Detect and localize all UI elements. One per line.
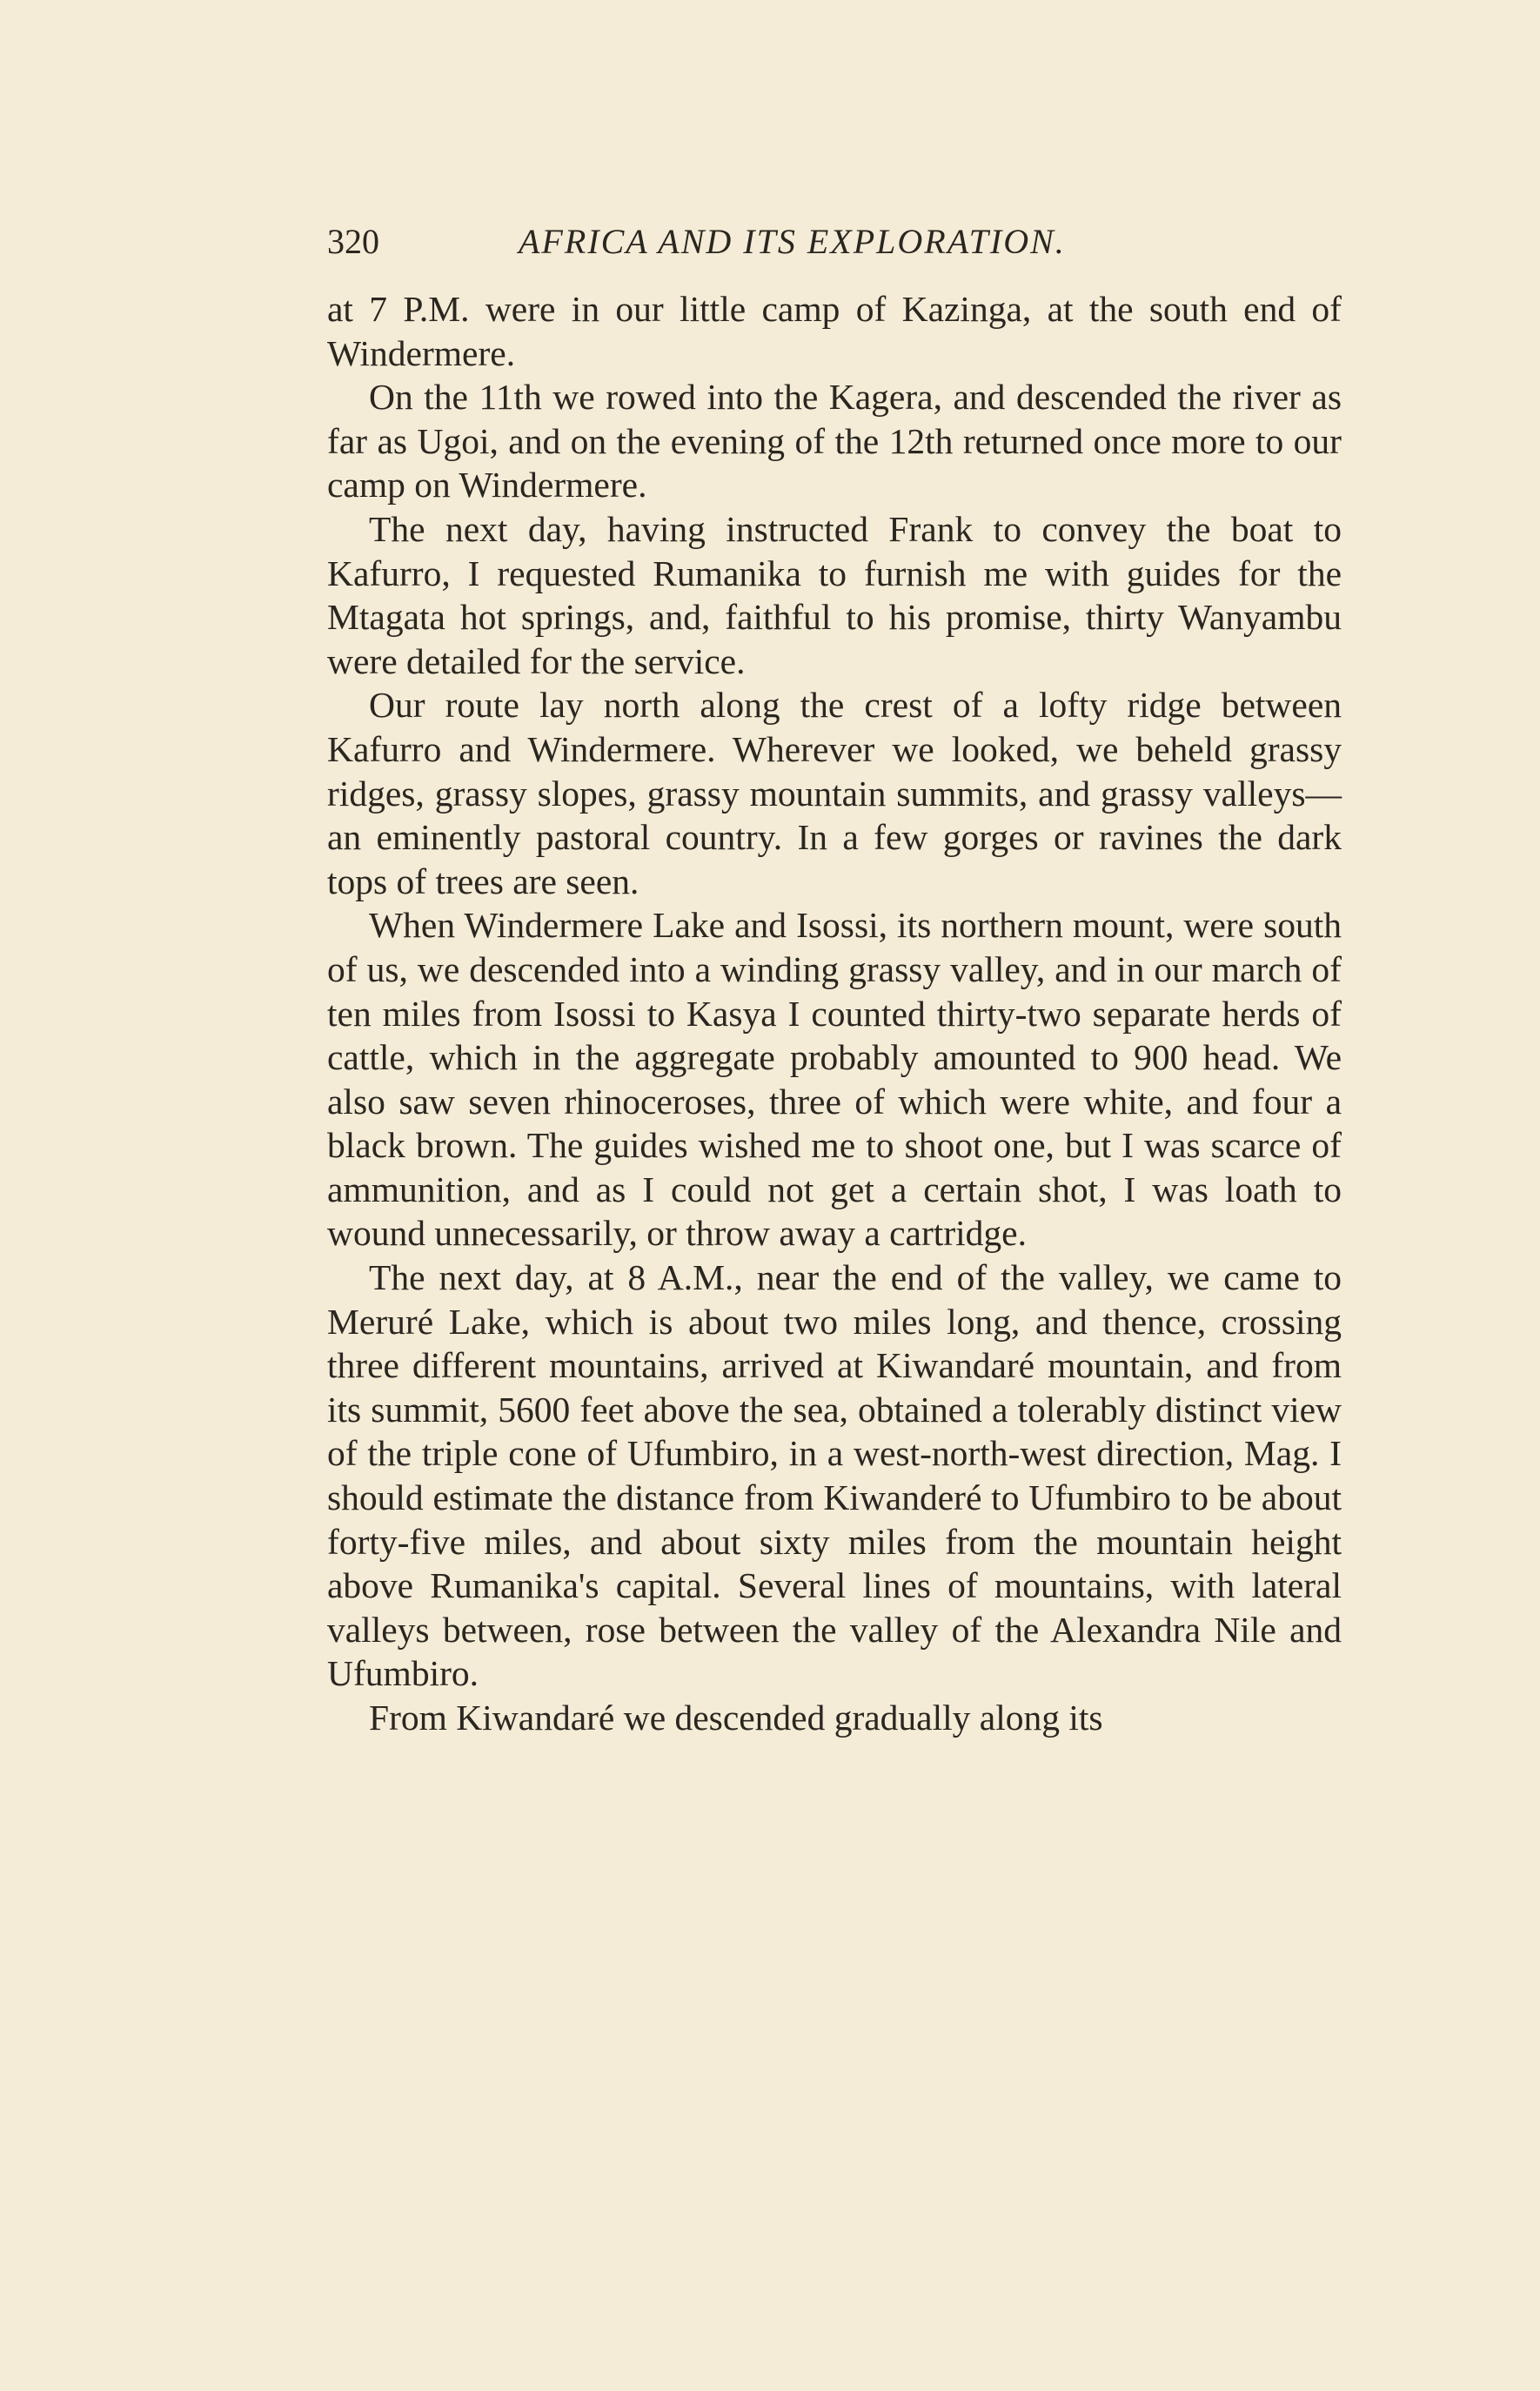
running-head: [327, 216, 1158, 268]
paragraph: at 7 P.M. were in our little camp of Kazinga, at the south end of Windermere.: [327, 289, 1342, 373]
paragraph: Our route lay north along the crest of a lofty ridge between Kafurro and Windermere. Wherever we looked, we beheld grassy ridges, grassy slopes, grassy mountain summits, and grassy valleys—an eminently pastoral country. In a few gorges or ravines the dark tops of trees are seen.: [327, 685, 1342, 901]
paragraph: From Kiwandaré we descended gradually along its: [369, 1698, 1103, 1738]
body-text: [327, 287, 1342, 1740]
page-number: 320: [327, 222, 379, 261]
paragraph: When Windermere Lake and Isossi, its northern mount, were south of us, we descended into a winding grassy valley, and in our march of ten miles from Isossi to Kasya I counted thirty-two separate herds of cattle, which in the aggregate probably amounted to 900 head. We also saw seven rhinoceroses, three of which were white, and four a black brown. The guides wished me to shoot one, but I was scarce of ammunition, and as I could not get a certain shot, I was loath to wound unnecessarily, or throw away a cartridge.: [327, 905, 1342, 1254]
paragraph: The next day, at 8 A.M., near the end of the valley, we came to Meruré Lake, which is about two miles long, and thence, crossing three different mountains, arrived at Kiwandaré mountain, and from its summit, 5600 feet above the sea, obtained a tolerably distinct view of the triple cone of Ufumbiro, in a west-north-west direction, Mag. I should estimate the distance from Kiwanderé to Ufumbiro to be about forty-five miles, and about sixty miles from the mountain height above Rumanika's capital. Several lines of mountains, with lateral valleys between, rose between the valley of the Alexandra Nile and Ufumbiro.: [327, 1257, 1342, 1694]
running-title: AFRICA AND ITS EXPLORATION.: [519, 222, 1066, 261]
paragraph: On the 11th we rowed into the Kagera, and descended the river as far as Ugoi, and on the evening of the 12th returned once more to our camp on Windermere.: [327, 377, 1342, 506]
paragraph: The next day, having instructed Frank to convey the boat to Kafurro, I requested Rumanika to furnish me with guides for the Mtagata hot springs, and, faithful to his promise, thirty Wanyambu were detailed for the service.: [327, 508, 1342, 681]
